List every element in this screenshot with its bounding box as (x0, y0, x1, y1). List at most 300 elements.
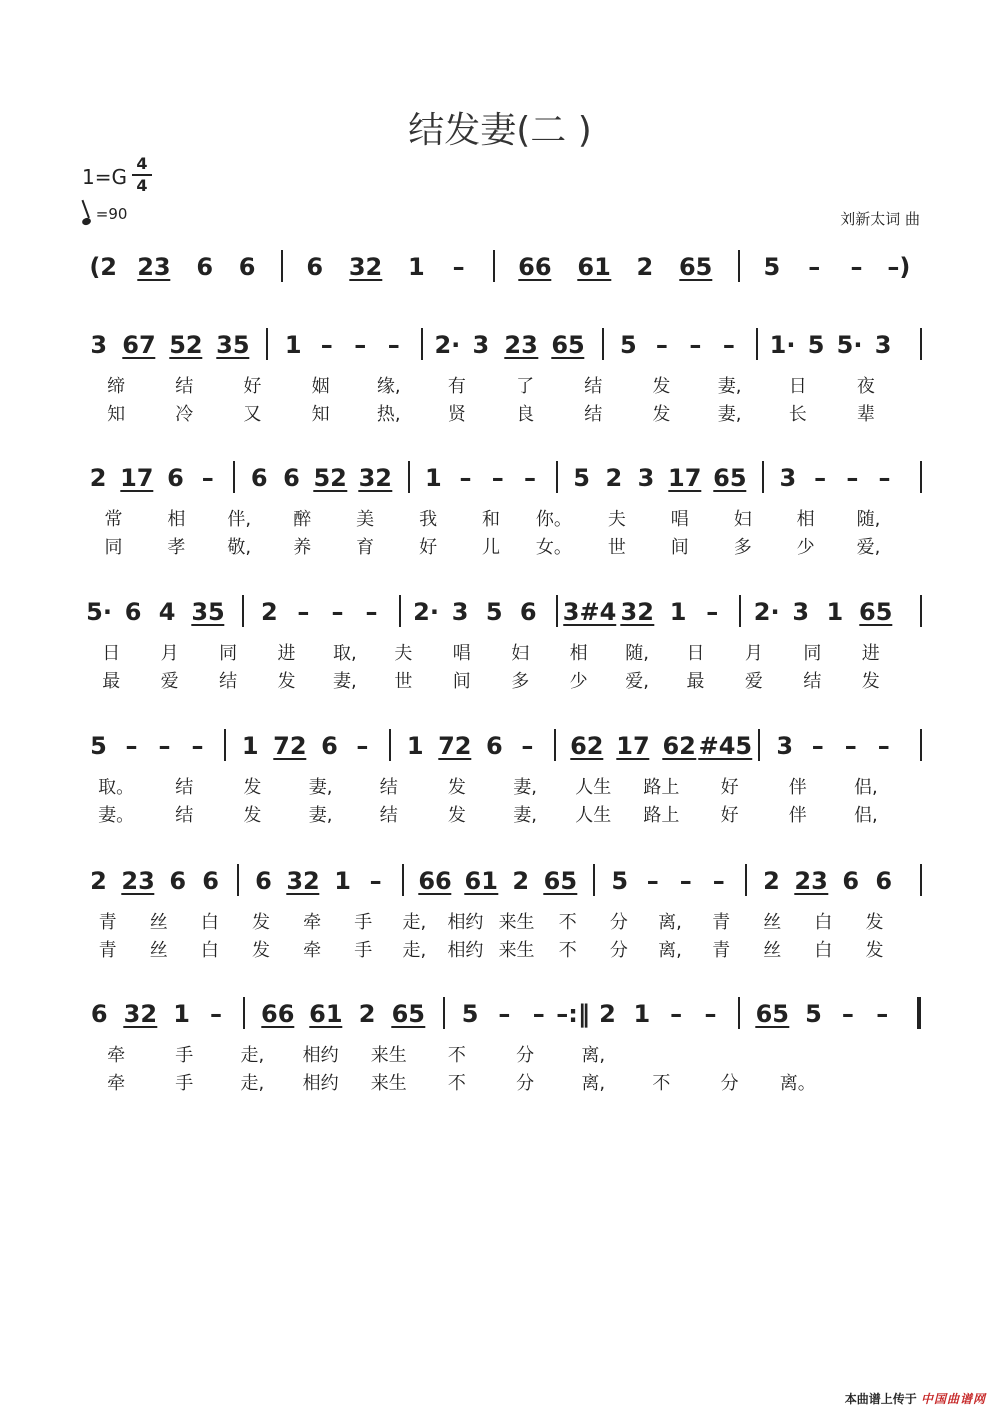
note: 1· (769, 331, 796, 359)
lyrics-line (0, 801, 1000, 826)
note: 6 (519, 598, 537, 626)
note: 6 (306, 253, 324, 281)
lyric-word: 好 (720, 805, 739, 826)
bar-line (602, 328, 604, 360)
lyric-word: 妻, (513, 805, 537, 826)
lyric-word: 好 (419, 537, 438, 558)
lyric-word: 伴, (227, 509, 252, 530)
lyric-word: 冷 (175, 404, 194, 425)
score-title: 结发妻(二 ) (408, 110, 592, 151)
lyric-word: 白 (200, 940, 219, 961)
note: 2 (358, 1000, 376, 1028)
note: 17 (120, 464, 154, 492)
bar-line (389, 729, 391, 761)
note: 2· (753, 598, 780, 626)
note: 3 (637, 464, 655, 492)
dash-note: – (722, 331, 735, 359)
bar-line (443, 997, 445, 1029)
dash-note: – (209, 1000, 222, 1028)
lyric-word: 白 (814, 912, 833, 933)
lyric-word: 发 (251, 940, 270, 961)
note: 66 (518, 253, 552, 281)
dash-note: – (850, 253, 863, 281)
bar-line (243, 997, 245, 1029)
lyric-word: 最 (102, 671, 121, 692)
note: 3 (90, 331, 108, 359)
dash-note: – (689, 331, 702, 359)
bar-line (242, 595, 244, 627)
note: 23 (121, 867, 155, 895)
lyric-word: 发 (861, 671, 880, 692)
note: 2 (90, 867, 107, 895)
lyrics-line (0, 908, 1000, 933)
bar-line (756, 328, 758, 360)
lyric-word: 良 (516, 404, 535, 425)
site-logo: 中国曲谱网 (920, 1392, 986, 1406)
lyric-word: 常 (104, 509, 123, 530)
lyric-word: 不 (558, 940, 577, 961)
note: 23 (137, 253, 171, 281)
lyric-word: 少 (569, 671, 588, 692)
dash-note: – (646, 867, 659, 895)
dash-note: – (814, 464, 827, 492)
lyric-word: 育 (356, 537, 375, 558)
lyrics-line (0, 505, 1000, 530)
lyric-word: 热, (376, 404, 401, 425)
note: 67 (122, 331, 156, 359)
lyric-word: 发 (865, 940, 884, 961)
lyric-word: 路上 (643, 805, 680, 826)
note: 1 (173, 1000, 190, 1028)
note: 6 (167, 464, 184, 492)
note: 62 (570, 732, 604, 760)
lyric-word: 青 (98, 912, 117, 933)
lyric-word: 结 (379, 777, 398, 798)
dash-note: – (387, 331, 400, 359)
lyric-word: 不 (447, 1045, 466, 1066)
lyric-word: 间 (452, 671, 471, 692)
note: 61 (464, 867, 498, 895)
lyric-word: 侣, (854, 777, 878, 798)
note: 72 (273, 732, 307, 760)
lyric-word: 妻, (333, 671, 357, 692)
lyric-word: 离, (581, 1073, 606, 1094)
note: 23 (794, 867, 828, 895)
note: 65 (391, 1000, 425, 1028)
note: 17 (616, 732, 650, 760)
lyric-word: 妇 (511, 643, 530, 664)
lyric-word: 多 (511, 671, 530, 692)
lyric-word: 结 (175, 805, 194, 826)
lyric-word: 相约 (302, 1073, 339, 1094)
bar-line (920, 864, 922, 896)
lyric-word: 发 (447, 777, 466, 798)
quarter-note-icon (81, 217, 92, 227)
note: 1 (424, 464, 442, 492)
lyric-word: 缔 (107, 376, 126, 397)
note: 17 (668, 464, 702, 492)
dash-note: – (706, 598, 719, 626)
note: 23 (504, 331, 538, 359)
note: 2 (512, 867, 530, 895)
lyric-word: 妻, (308, 805, 333, 826)
bar-line (402, 864, 404, 896)
lyric-word: 结 (584, 404, 603, 425)
lyric-word: 同 (803, 643, 822, 664)
lyric-word: 知 (311, 404, 330, 425)
lyric-word: 美 (356, 509, 375, 530)
note: 5 (573, 464, 590, 492)
lyrics-line (0, 667, 1000, 692)
note: 6 (255, 867, 272, 895)
lyric-word: 相 (167, 509, 186, 530)
bar-line (920, 328, 922, 360)
lyric-word: 来生 (498, 940, 535, 961)
dash-note: – (876, 1000, 889, 1028)
dash-note: – (670, 1000, 683, 1028)
bar-line (738, 997, 740, 1029)
note: 6 (90, 1000, 108, 1028)
lyric-word: 养 (293, 537, 312, 558)
lyric-word: 离, (658, 912, 682, 933)
note: 1 (826, 598, 844, 626)
dash-note: –) (887, 253, 911, 281)
dash-note: – (521, 732, 534, 760)
note: 6 (202, 867, 220, 895)
lyric-word: 相 (569, 643, 588, 664)
note: 32 (358, 464, 392, 492)
lyric-word: 不 (558, 912, 577, 933)
dash-note: – (331, 598, 344, 626)
lyric-word: 来生 (370, 1045, 407, 1066)
lyric-word: 手 (354, 940, 373, 961)
lyric-word: 夫 (394, 643, 413, 664)
note: 6 (842, 867, 860, 895)
lyric-word: 牵 (303, 912, 322, 933)
lyric-word: 路上 (643, 777, 680, 798)
lyric-word: 结 (175, 376, 194, 397)
note: 5 (763, 253, 781, 281)
lyric-word: 丝 (149, 912, 168, 933)
lyric-word: 进 (277, 643, 296, 664)
lyric-word: 取。 (98, 777, 135, 798)
lyric-word: 我 (419, 509, 438, 530)
dash-note: – (532, 1000, 545, 1028)
footer-credit (845, 1390, 986, 1407)
lyric-word: 手 (175, 1073, 194, 1094)
note: 72 (438, 732, 472, 760)
lyric-word: 有 (447, 376, 466, 397)
lyric-word: 发 (243, 805, 262, 826)
lyric-word: 青 (712, 940, 731, 961)
lyric-word: 月 (744, 643, 763, 664)
lyric-word: 人生 (575, 805, 612, 826)
lyric-word: 妇 (733, 509, 752, 530)
lyric-word: 相约 (302, 1045, 339, 1066)
lyric-word: 夫 (607, 509, 626, 530)
note: 3 (779, 464, 797, 492)
lyric-word: 最 (686, 671, 705, 692)
lyric-word: 青 (98, 940, 117, 961)
notes-line (0, 252, 1000, 312)
bar-line (281, 250, 283, 282)
lyric-word: 相 (796, 509, 815, 530)
lyric-word: 牵 (303, 940, 322, 961)
lyric-word: 结 (379, 805, 398, 826)
dash-note: – (201, 464, 214, 492)
lyric-word: 进 (861, 643, 880, 664)
dash-note: – (878, 464, 891, 492)
lyrics-line (0, 400, 1000, 425)
note: 65 (551, 331, 585, 359)
footer-prefix: 本曲谱上传于 (844, 1392, 917, 1406)
lyric-word: 相约 (447, 940, 484, 961)
lyric-word: 结 (219, 671, 238, 692)
lyric-word: 长 (788, 404, 807, 425)
note: 65 (713, 464, 747, 492)
dash-note: – (158, 732, 171, 760)
lyric-word: 夜 (856, 376, 875, 397)
dash-note: – (369, 867, 382, 895)
note: 6 (238, 253, 256, 281)
dash-note: – (808, 253, 821, 281)
bar-line (739, 595, 741, 627)
dash-note: – (712, 867, 725, 895)
lyric-word: 好 (243, 376, 262, 397)
lyric-word: 同 (219, 643, 238, 664)
lyrics-line (0, 773, 1000, 798)
lyric-word: 妻, (513, 777, 537, 798)
bar-line (408, 461, 410, 493)
note: 2 (599, 1000, 616, 1028)
lyric-word: 发 (447, 805, 466, 826)
note: 52 (313, 464, 347, 492)
bar-line (556, 461, 558, 493)
lyric-word: 同 (104, 537, 123, 558)
lyric-word: 妻, (308, 777, 333, 798)
note: 2 (605, 464, 623, 492)
lyrics-line (0, 1041, 1000, 1066)
dash-note: – (498, 1000, 511, 1028)
lyric-word: 分 (516, 1045, 535, 1066)
note: 32 (348, 253, 383, 281)
note: 3 (451, 598, 469, 626)
lyric-word: 走, (402, 912, 427, 933)
note: 4 (158, 598, 176, 626)
lyric-word: 随, (625, 643, 649, 664)
bar-line (556, 595, 558, 627)
bar-line (920, 461, 922, 493)
note: 32 (620, 598, 654, 626)
note: 6 (196, 253, 214, 281)
lyric-word: 人生 (575, 777, 612, 798)
dash-note: – (459, 464, 472, 492)
lyric-word: 又 (243, 404, 262, 425)
note: 65 (678, 253, 713, 281)
bar-line (920, 595, 922, 627)
lyric-word: 间 (670, 537, 689, 558)
bar-line (920, 729, 922, 761)
note: 1 (633, 1000, 651, 1028)
bar-line (266, 328, 268, 360)
lyric-word: 结 (175, 777, 194, 798)
note: 5 (611, 867, 629, 895)
bar-line (758, 729, 760, 761)
lyric-word: 世 (607, 537, 626, 558)
lyric-word: 结 (803, 671, 822, 692)
lyric-word: 离。 (779, 1073, 816, 1094)
note: 6 (875, 867, 893, 895)
lyric-word: 丝 (149, 940, 168, 961)
lyric-word: 手 (354, 912, 373, 933)
note: 5 (485, 598, 503, 626)
note: 32 (286, 867, 320, 895)
note: 66 (418, 867, 452, 895)
lyric-word: 发 (652, 404, 671, 425)
lyric-word: 相约 (447, 912, 484, 933)
lyric-word: 来生 (370, 1073, 407, 1094)
lyric-word: 少 (796, 537, 815, 558)
lyric-word: 分 (609, 940, 628, 961)
note: 6 (169, 867, 187, 895)
lyric-word: 女。 (535, 537, 572, 558)
dash-note: – (811, 732, 824, 760)
lyric-word: 孝 (167, 537, 186, 558)
note: #45 (698, 732, 753, 760)
dash-note: – (491, 464, 504, 492)
lyric-word: 发 (277, 671, 296, 692)
note: 65 (543, 867, 578, 895)
bar-line (745, 864, 747, 896)
lyric-word: 伴 (788, 805, 807, 826)
bar-line (399, 595, 401, 627)
note: 1 (669, 598, 687, 626)
key-signature: 1=G (82, 165, 127, 189)
bar-line (554, 729, 556, 761)
bar-line (233, 461, 235, 493)
note: 2 (636, 253, 654, 281)
lyric-word: 姻 (311, 376, 330, 397)
lyric-word: 青 (712, 912, 731, 933)
time-signature (132, 155, 152, 195)
lyric-word: 丝 (763, 940, 782, 961)
lyric-word: 儿 (482, 537, 500, 558)
note: 1 (406, 732, 424, 760)
lyric-word: 离, (581, 1045, 606, 1066)
note: 3 (792, 598, 810, 626)
note: 6 (250, 464, 268, 492)
lyric-word: 你。 (535, 509, 572, 530)
lyric-word: 爱 (744, 671, 763, 692)
lyric-word: 日 (102, 643, 121, 664)
dash-note: – (452, 253, 465, 281)
note: 5 (461, 1000, 479, 1028)
lyric-word: 结 (584, 376, 603, 397)
dash-note: – (320, 331, 333, 359)
note: 5 (807, 331, 825, 359)
dash-note: – (841, 1000, 854, 1028)
dash-note: – (846, 464, 859, 492)
note: 3 (874, 331, 892, 359)
dash-note: – (877, 732, 890, 760)
lyric-word: 走, (240, 1073, 265, 1094)
lyric-word: 唱 (670, 509, 689, 530)
note: 5 (90, 732, 107, 760)
dash-note: – (704, 1000, 717, 1028)
note: 65 (755, 1000, 790, 1028)
lyric-word: 来生 (498, 912, 535, 933)
lyric-word: 发 (865, 912, 884, 933)
note: 6 (486, 732, 503, 760)
lyric-word: 多 (733, 537, 752, 558)
bar-line (738, 250, 740, 282)
lyric-word: 敬, (227, 537, 252, 558)
lyrics-line (0, 639, 1000, 664)
note: 5· (836, 331, 863, 359)
dash-note: – (191, 732, 204, 760)
lyric-word: 唱 (452, 643, 471, 664)
bar-line (421, 328, 423, 360)
note: 1 (334, 867, 351, 895)
lyric-word: 月 (160, 643, 179, 664)
bar-line (493, 250, 495, 282)
note: 5 (620, 331, 637, 359)
lyric-word: 不 (447, 1073, 466, 1094)
tempo-value: =90 (95, 205, 128, 223)
note: 62 (662, 732, 696, 760)
note: 2 (89, 464, 107, 492)
lyric-word: 丝 (763, 912, 782, 933)
lyric-word: 妻, (717, 376, 742, 397)
note: 6 (124, 598, 142, 626)
lyric-word: 牵 (107, 1045, 126, 1066)
note: 66 (261, 1000, 295, 1028)
lyrics-line (0, 936, 1000, 961)
dash-note: – (297, 598, 310, 626)
lyric-word: 白 (200, 912, 219, 933)
lyric-word: 伴 (788, 777, 807, 798)
dash-note: – (354, 331, 367, 359)
lyric-word: 发 (652, 376, 671, 397)
bar-line (916, 997, 921, 1029)
lyric-word: 爱, (856, 537, 881, 558)
lyric-word: 走, (240, 1045, 265, 1066)
lyric-word: 贤 (447, 404, 466, 425)
lyrics-line (0, 372, 1000, 397)
lyric-word: 妻。 (98, 805, 135, 826)
bar-line (593, 864, 595, 896)
note: 1 (407, 253, 425, 281)
lyric-word: 白 (814, 940, 833, 961)
lyric-word: 妻, (717, 404, 742, 425)
lyric-word: 了 (516, 376, 535, 397)
lyric-word: 分 (609, 912, 628, 933)
lyric-word: 好 (720, 777, 739, 798)
dash-note: – (524, 464, 536, 492)
lyric-word: 侣, (854, 805, 878, 826)
bar-line (762, 461, 764, 493)
note: 2 (260, 598, 278, 626)
lyric-word: 发 (243, 777, 262, 798)
bar-line (224, 729, 226, 761)
note: 1 (284, 331, 302, 359)
lyric-word: 牵 (107, 1073, 126, 1094)
lyric-word: 取, (333, 643, 357, 664)
note: 6 (283, 464, 300, 492)
lyric-word: 爱, (625, 671, 649, 692)
lyric-word: 手 (175, 1045, 194, 1066)
note: 35 (216, 331, 250, 359)
